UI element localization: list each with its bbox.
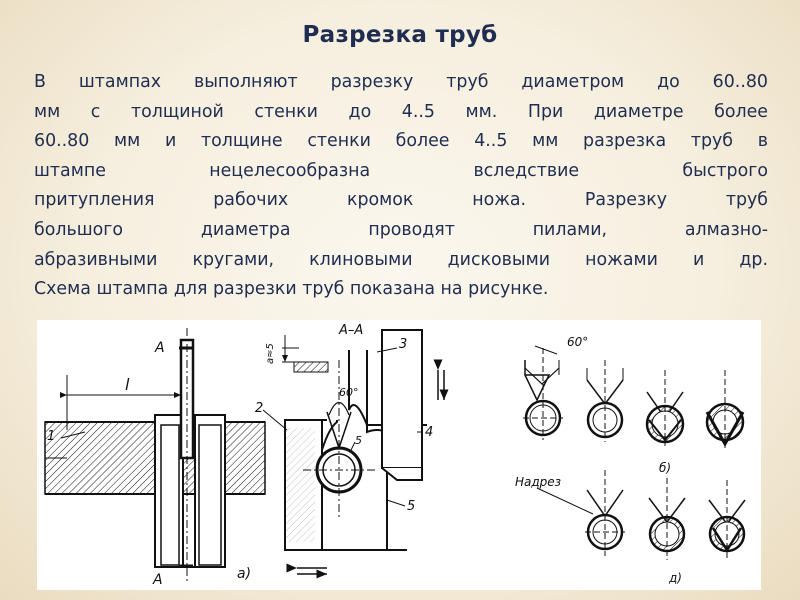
paragraph-line: притупления рабочих кромок ножа. Разрезку труб <box>34 190 768 211</box>
dimension-a-label: a≈5 <box>265 343 276 364</box>
section-mark-top: А <box>155 340 165 356</box>
die-side-view <box>45 328 265 582</box>
callout-5-small: 5 <box>355 434 362 447</box>
notch-sequence-d <box>537 470 745 560</box>
dimension-l-label: l <box>125 375 130 394</box>
paragraph-line: В штампах выполняют разрезку труб диаметром до 60..80 <box>34 72 768 92</box>
die-schematic-figure <box>37 320 761 590</box>
panel-a-label: а) <box>237 566 252 582</box>
callout-3: 3 <box>399 337 408 352</box>
slide-title: Разрезка труб <box>302 22 498 48</box>
angle-label-b: 60° <box>567 335 589 349</box>
cutting-sequence-b <box>523 346 743 448</box>
panel-d-label: д) <box>669 571 682 585</box>
angle-label-a: 60° <box>339 386 359 399</box>
notch-label: Надрез <box>515 475 562 489</box>
section-mark-bottom: А <box>153 572 163 588</box>
callout-1: 1 <box>47 429 56 444</box>
callout-2: 2 <box>255 401 264 416</box>
paragraph-line: мм с толщиной стенки до 4..5 мм. При диаметре более <box>34 101 768 122</box>
paragraph-line: абразивными кругами, клиновыми дисковыми ножами и др. <box>34 249 768 270</box>
callout-4: 4 <box>425 425 434 440</box>
section-aa-view <box>263 330 444 574</box>
section-aa-label: А–А <box>339 323 364 338</box>
paragraph-line: Схема штампа для разрезки труб показана на рисунке. <box>34 279 549 300</box>
paragraph-line: штампе нецелесообразна вследствие быстрого <box>34 160 768 181</box>
paragraph-line: 60..80 мм и толщине стенки более 4..5 мм разрезка труб в <box>34 131 768 152</box>
body-paragraph <box>34 68 768 305</box>
panel-b-label: б) <box>659 461 672 475</box>
paragraph-line: большого диаметра проводят пилами, алмазно- <box>34 219 768 240</box>
callout-5: 5 <box>407 499 416 514</box>
